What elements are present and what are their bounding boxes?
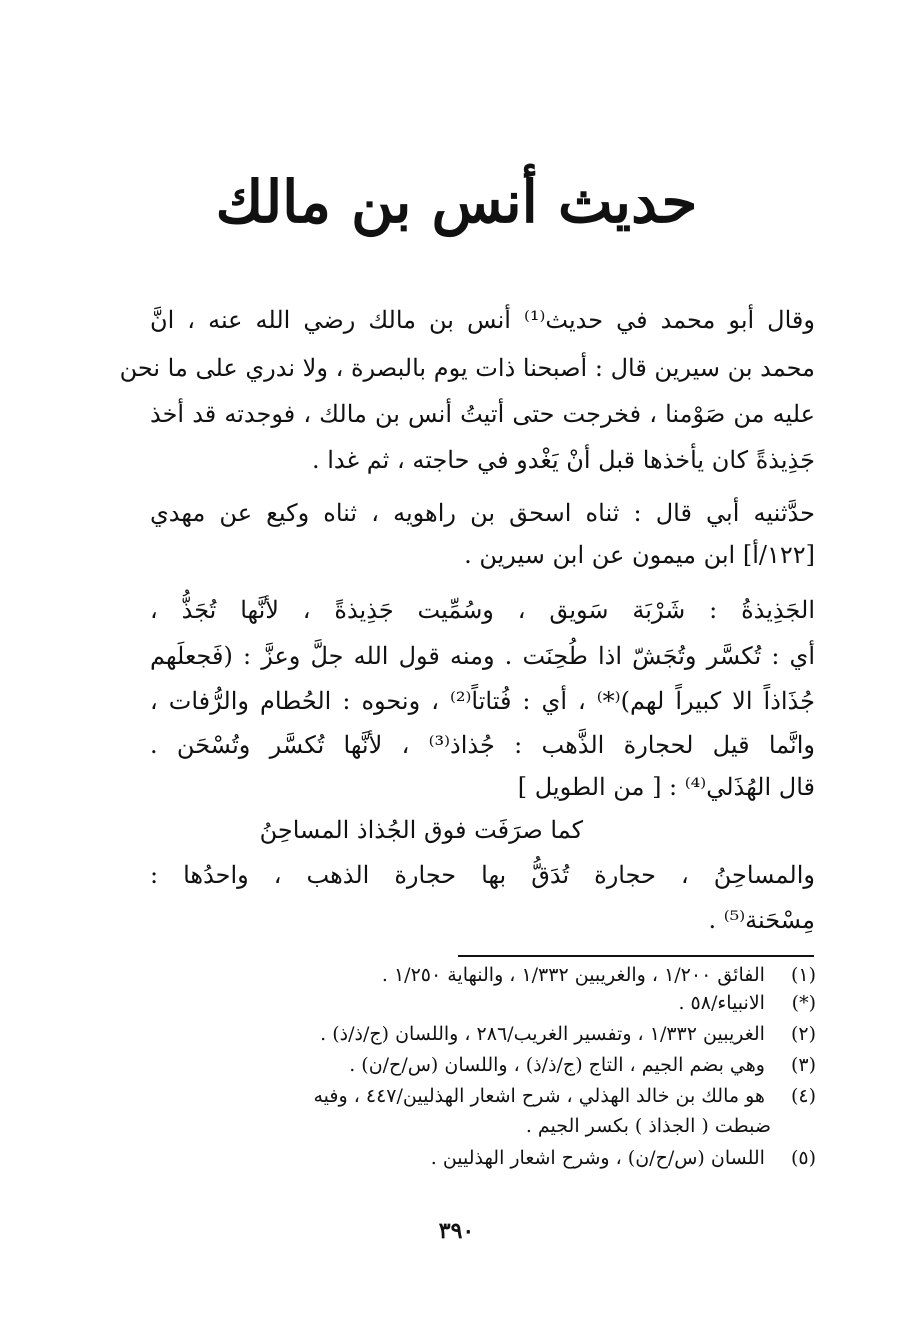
footnote	[431, 1145, 816, 1171]
text-line: وانَّما قيل لحجارة الذَّهب : جُذاذ⁽³⁾ ، لأنَّها تُكسَّر وتُسْحَن .	[150, 731, 815, 759]
footnote-text: اللسان (س/ح/ن) ، وشرح اشعار الهذليين .	[430, 1147, 765, 1169]
footnote-text: هو مالك بن خالد الهذلي ، شرح اشعار الهذليين/٤٤٧ ، وفيه	[313, 1085, 765, 1107]
chapter-heading: حديث أنس بن مالك	[215, 168, 698, 236]
footnote-divider	[458, 955, 814, 957]
footnote-number: (٢)	[790, 1023, 816, 1045]
text-line: والمساحِنُ ، حجارة تُدَقُّ بها حجارة الذهب ، واحدُها :	[150, 861, 815, 889]
text-line: مِسْحَنة⁽⁵⁾ .	[708, 906, 815, 934]
text-line: عليه من صَوْمنا ، فخرجت حتى أتيتُ أنس بن مالك ، فوجدته قد أخذ	[150, 400, 815, 428]
footnote-number: (٤)	[790, 1085, 816, 1107]
footnote	[320, 1021, 816, 1047]
text-line: الجَذِيذةُ : شَرْبَة سَويق ، وسُمِّيت جَذِيذةً ، لأنَّها تُجَذُّ ،	[150, 596, 815, 624]
text-line: قال الهُذَلي⁽⁴⁾ : [ من الطويل ]	[517, 773, 815, 801]
footnote-text: الفائق ١/٢٠٠ ، والغريبين ١/٣٣٢ ، والنهاية ١/٢٥٠ .	[381, 964, 765, 986]
footnote	[382, 962, 816, 988]
footnote-text: الغريبين ١/٣٣٢ ، وتفسير الغريب/٢٨٦ ، واللسان (ج/ذ/ذ) .	[320, 1023, 765, 1045]
poetry-verse: كما صرَفَت فوق الجُذاذ المساحِنُ	[259, 816, 583, 844]
footnote	[313, 1083, 816, 1109]
text-line: جَذِيذةً كان يأخذها قبل أنْ يَغْدو في حاجته ، ثم غدا .	[311, 446, 815, 474]
text-line: محمد بن سيرين قال : أصبحنا ذات يوم بالبصرة ، ولا ندري على ما نحن	[119, 354, 815, 382]
footnote	[678, 990, 816, 1016]
text-line: جُذَاذاً الا كبيراً لهم)⁽*⁾ ، أي : فُتاتاً⁽²⁾ ، ونحوه : الحُطام والرُّفات ،	[150, 687, 815, 715]
text-line: [١٢٢/أ] ابن ميمون عن ابن سيرين .	[464, 541, 815, 569]
footnote-number: (*)	[791, 992, 816, 1014]
text-line: حدَّثنيه أبي قال : ثناه اسحق بن راهويه ، ثناه وكيع عن مهدي	[150, 499, 815, 527]
footnote	[349, 1052, 816, 1078]
footnote-continuation: ضبطت ( الجذاذ ) بكسر الجيم .	[525, 1115, 771, 1137]
footnote-text: الانبياء/٥٨ .	[678, 992, 765, 1014]
footnote-number: (١)	[790, 964, 816, 986]
footnote-text: وهي بضم الجيم ، التاج (ج/ذ/ذ) ، واللسان (س/ح/ن) .	[349, 1054, 765, 1076]
text-line: أي : تُكسَّر وتُجَشّ اذا طُحِنَت . ومنه قول الله جلَّ وعزَّ : (فَجعلَهم	[150, 642, 815, 670]
text-line: وقال أبو محمد في حديث⁽¹⁾ أنس بن مالك رضي الله عنه ، انَّ	[150, 306, 815, 334]
footnote-number: (٥)	[790, 1147, 816, 1169]
page-number: ٣٩٠	[438, 1218, 475, 1244]
footnote-number: (٣)	[790, 1054, 816, 1076]
